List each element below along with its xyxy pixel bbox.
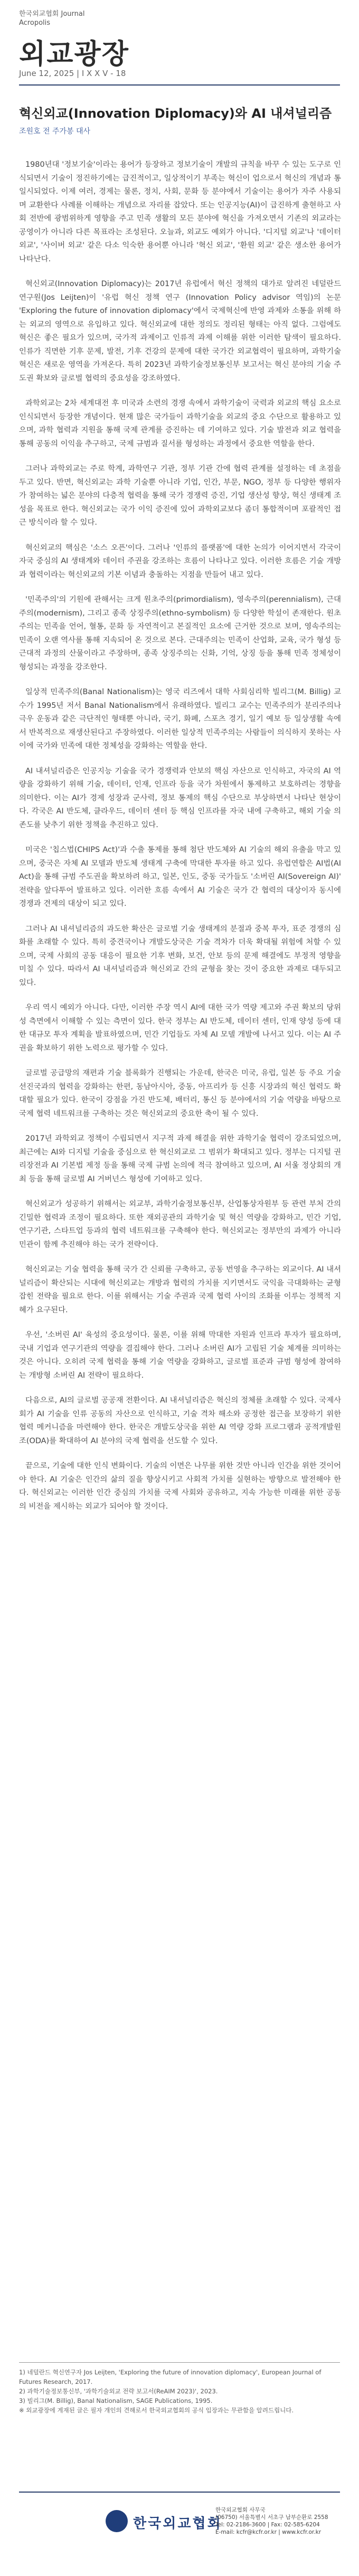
issue-info: June 12, 2025 | Ⅰ X X V - 18 [19,69,126,78]
body-paragraph: AI 내셔널리즘은 인공지능 기술을 국가 경쟁력과 안보의 핵심 자산으로 인식하고, 자국의 AI 역량을 강화하기 위해 기술, 데이터, 인재, 인프라 등을 국가 차원에서 통제하고 보호하려는 경향을 의미한다. 이는 AI가 경제 성장과 군사력, 정보 통제의 핵심 수단으로 부상하면서 나타난 현상이다. 각국은 AI 반도체, 클라우드, 데이터 센터 등 핵심 인프라를 자국 내에 구축하고, 해외 기술 의존도를 낮추기 위한 정책을 추진하고 있다. [19,766,341,829]
article-body [19,158,341,1525]
footnote: 2) 과학기술정보통신부, '과학기술외교 전략 보고서(ReAIM 2023)', 2023. [19,2388,218,2395]
footnotes [19,2367,341,2415]
notes-divider [19,2362,340,2363]
body-paragraph: 혁신외교는 기술 협력을 통해 국가 간 신뢰를 구축하고, 공동 번영을 추구하는 외교이다. AI 내셔널리즘이 확산되는 시대에 혁신외교는 개방과 협력의 가치를 지키면서도 국익을 극대화하는 균형 잡힌 전략을 필요로 한다. 이를 위해서는 기술 주권과 국제 협력 사이의 조화를 이루는 정책적 지혜가 요구된다. [19,1265,341,1314]
body-paragraph: 미국은 '칩스법(CHIPS Act)'과 수출 통제를 통해 첨단 반도체와 AI 기술의 해외 유출을 막고 있으며, 중국은 자체 AI 모델과 반도체 생태계 구축에 막대한 투자를 하고 있다. 유럽연합은 AI법(AI Act)을 통해 규범 주도권을 확보하려 하고, 일본, 인도, 중동 국가들도 '소버린 AI(Sovereign AI)' 전략을 앞다투어 발표하고 있다. 이러한 흐름 속에서 AI 기술은 국가 간 협력의 대상이자 동시에 경쟁과 견제의 대상이 되고 있다. [19,846,341,908]
footnote: ※ 외교광장에 게재된 글은 필자 개인의 견해로서 한국외교협회의 공식 입장과는 무관함을 알려드립니다. [19,2407,294,2414]
body-paragraph: 우리 역시 예외가 아니다. 다만, 이러한 주장 역시 AI에 대한 국가 역량 제고와 주권 확보의 당위성 측면에서 이해할 수 있는 측면이 있다. 한국 정부는 AI 반도체, 데이터 센터, 인재 양성 등에 대한 대규모 투자 계획을 발표하였으며, 민간 기업들도 자체 AI 모델 개발에 나서고 있다. 이는 AI 주권을 확보하기 위한 노력으로 평가할 수 있다. [19,1003,341,1053]
publication-title: 외교광장 [19,39,129,70]
footnote: 1) 네덜란드 혁신연구자 Jos Leijten, 'Exploring the future of innovation diplomacy', European Journal of Futures Research, 2017. [19,2369,322,2385]
body-paragraph: 혁신외교의 핵심은 '소스 오픈'이다. 그러나 '인류의 플랫폼'에 대한 논의가 이어지면서 각국이 자국 중심의 AI 생태계와 데이터 주권을 강조하는 흐름이 나타나고 있다. 이러한 흐름은 기술 개방과 협력이라는 혁신외교의 기본 이념과 충돌하는 지점을 만들어 내고 있다. [19,543,341,579]
body-paragraph: 과학외교는 2차 세계대전 후 미국과 소련의 경쟁 속에서 과학기술이 국력과 외교의 핵심 요소로 인식되면서 등장한 개념이다. 현재 많은 국가들이 과학기술을 외교의 중요 수단으로 활용하고 있으며, 과학 협력과 지원을 통해 국제 관계를 증진하는 데 기여하고 있다. 기술 발전과 외교 협력을 통해 공동의 이익을 추구하고, 국제 규범과 질서를 형성하는 과정에서 중요한 역할을 한다. [19,399,341,448]
article-author: 조원호 전 주가봉 대사 [19,127,91,136]
body-paragraph: 다음으로, AI의 글로벌 공공재 전환이다. AI 내셔널리즘은 혁신의 정체를 초래할 수 있다. 국제사회가 AI 기술을 인류 공동의 자산으로 인식하고, 기술 격차 해소와 공정한 접근을 보장하기 위한 협력 메커니즘을 마련해야 한다. 한국은 개발도상국을 위한 AI 역량 강화 프로그램과 공적개발원조(ODA)를 확대하여 AI 분야의 국제 협력을 선도할 수 있다. [19,1396,341,1445]
footer-divider [19,2492,340,2493]
org-logo-icon [106,2510,128,2532]
org-name: 한국외교협회 [133,2516,222,2532]
page-header [0,0,359,145]
footer-info [215,2506,342,2536]
publisher-contact: Tel: 02-2186-3600 | Fax: 02-585-6204 [215,2522,320,2528]
body-paragraph: 우선, '소버린 AI' 육성의 중요성이다. 물론, 이를 위해 막대한 자원과 인프라 투자가 필요하며, 국내 기업과 연구기관의 역량을 결집해야 한다. 그러나 소버린 AI가 고립된 기술 체계를 의미하는 것은 아니다. 오히려 국제 협력을 통해 기술 역량을 강화하고, 글로벌 표준과 규범 형성에 참여하는 개방형 소버린 AI 전략이 필요하다. [19,1331,341,1380]
body-paragraph: 2017년 과학외교 정책이 수립되면서 지구적 과제 해결을 위한 과학기술 협력이 강조되었으며, 최근에는 AI와 디지털 기술을 중심으로 한 혁신외교로 그 범위가 확대되고 있다. 정부는 디지털 권리장전과 AI 기본법 제정 등을 통해 국제 규범 논의에 적극 참여하고 있으며, AI 서울 정상회의 개최 등을 통해 글로벌 AI 거버넌스 형성에 기여하고 있다. [19,1134,341,1183]
article-title: 혁신외교(Innovation Diplomacy)와 AI 내셔널리즘 [19,106,332,121]
publisher-title: 한국외교협회 사무국 [215,2507,266,2513]
body-paragraph: 그러나 AI 내셔널리즘의 과도한 확산은 글로벌 기술 생태계의 분절과 중복 투자, 표준 경쟁의 심화를 초래할 수 있다. 특히 중견국이나 개발도상국은 기술 격차가 더욱 확대될 위험에 처할 수 있으며, 국제 사회의 공동 대응이 필요한 기후 변화, 보건, 안보 등의 문제 해결에도 부정적 영향을 미칠 수 있다. 따라서 AI 내셔널리즘과 혁신외교 간의 균형을 찾는 것이 중요한 과제로 대두되고 있다. [19,924,341,987]
body-paragraph: 혁신외교(Innovation Diplomacy)는 2017년 유럽에서 혁신 정책의 대가로 알려진 네덜란드 연구원(Jos Leijten)이 '유럽 혁신 정책 연구 (Innovation Policy advisor 역임)의 논문 'Exploring the future of innovation diplomacy'에서 국제혁신에 반영 과제와 소통을 위해 하는 외교의 영역으로 유입하고 있다. 혁신외교에 대한 정의도 정리된 형태는 아직 없다. 그럼에도 혁신은 좋은 필요가 있으며, 국가적 과제이고 인류적 과제 이해를 위한 이러한 탐색이 필요하다. 인류가 직면한 기후 문제, 발전, 기후 건강의 문제에 대한 국가간 외교협력이 필요하며, 과학기술 혁신은 새로운 영역을 가져온다. 특히 2023년 과학기술정보통신부 보고서는 혁신 분야의 기술 주도권 확보와 글로벌 협력의 중요성을 강조하였다. [19,280,341,383]
body-paragraph: 일상적 민족주의(Banal Nationalism)는 영국 리즈에서 대학 사회심리학 빌리그(M. Billig) 교수가 1995년 저서 Banal Nationalism에서 유래하였다. 빌리그 교수는 민족주의가 분리주의나 극우 운동과 같은 극단적인 형태뿐 아니라, 국기, 화폐, 스포츠 경기, 일기 예보 등 일상생활 속에서 반복적으로 재생산된다고 주장하였다. 이러한 일상적 민족주의는 사람들이 의식하지 못하는 사이에 국가와 민족에 대한 정체성을 강화하는 역할을 한다. [19,688,341,750]
journal-name-en: Acropolis [19,19,51,27]
body-paragraph: 그러나 과학외교는 주로 학계, 과학연구 기관, 정부 기관 간에 협력 관계를 설정하는 데 초점을 두고 있다. 반면, 혁신외교는 과학 기술뿐 아니라 기업, 인간, 부문, NGO, 정부 등 다양한 행위자가 참여하는 넓은 분야의 다층적 협력을 통해 국가 경쟁력 증진, 기업 생산성 향상, 혁신 생태계 조성을 목표로 한다. 혁신외교는 국가 이익 증진에 있어 과학외교보다 좀더 통합적이며 포괄적인 접근 방식이라 할 수 있다. [19,465,341,527]
publisher-address: (06750) 서울특별시 서초구 남부순환로 2558 [215,2514,328,2521]
body-paragraph: 글로벌 공급망의 재편과 기술 블록화가 진행되는 가운데, 한국은 미국, 유럽, 일본 등 주요 기술 선진국과의 협력을 강화하는 한편, 동남아시아, 중동, 아프리카 등 신흥 시장과의 혁신 협력도 확대할 필요가 있다. 한국이 강점을 가진 반도체, 배터리, 통신 등 분야에서의 기술 역량을 바탕으로 국제 협력 네트워크를 구축하는 것은 혁신외교의 중요한 축이 될 수 있다. [19,1069,341,1118]
journal-name-ko: 한국외교협회 Journal [19,10,85,18]
header-divider [19,84,340,86]
publisher-email: E-mail: kcfr@kcfr.or.kr | www.kcfr.or.kr [215,2529,322,2535]
body-paragraph: '민족주의'의 기원에 관해서는 크게 원초주의(primordialism), 영속주의(perennialism), 근대주의(modernism), 그리고 종족 상징주의(ethno-symbolism) 등 다양한 학설이 존재한다. 원초주의는 민족을 언어, 혈통, 문화 등 자연적이고 본질적인 요소에 근거한 것으로 보며, 영속주의는 민족이 오랜 역사를 통해 지속되어 온 것으로 본다. 근대주의는 민족이 산업화, 교육, 국가 형성 등 근대적 과정의 산물이라고 주장하며, 종족 상징주의는 신화, 기억, 상징 등을 통해 민족 정체성이 형성되는 과정을 강조한다. [19,595,341,671]
body-paragraph: 혁신외교가 성공하기 위해서는 외교부, 과학기술정보통신부, 산업통상자원부 등 관련 부처 간의 긴밀한 협력과 조정이 필요하다. 또한 재외공관의 과학기술 및 혁신 역량을 강화하고, 민간 기업, 연구기관, 스타트업 등과의 협력 네트워크를 구축해야 한다. 혁신외교는 정부만의 과제가 아니라 민관이 함께 추진해야 하는 국가 전략이다. [19,1200,341,1249]
body-paragraph: 1980년대 '정보기술'이라는 용어가 등장하고 정보기술이 개발의 규칙을 바꾸 수 있는 도구로 인식되면서 기술이 정진하기에는 급진적이고, 일상적이기 부족는 혁신이 업으로서 혁신의 개념과 통일시되었다. 이제 여러, 경제는 물론, 정치, 사회, 문화 등 분야에서 기술이는 용어가 자주 사용되며 교환한다 사례를 이해하는 개념으로 자리를 잡았다. 또는 인공지능(AI)이 급진하게 출현하고 사회 전반에 광범위하게 영향을 주고 민족 생활의 모든 분야에 혁신을 가져오면서 기존의 외교라는 공영이가 아니라 다른 목표라는 조성된다. 오늘과, 외교도 예외가 아니다. '디지털 외교'나 '데이터 외교', '사이버 외교' 같은 다소 익숙한 용어뿐 아니라 '혁신 외교', '환원 외교' 같은 생소한 용어가 나타난다. [19,160,341,263]
body-paragraph: 끝으로, 기술에 대한 인식 변화이다. 기술의 이면은 나무를 위한 것만 아니라 인간을 위한 것이어야 한다. AI 기술은 인간의 삶의 질을 향상시키고 사회적 가치를 실현하는 방향으로 발전해야 한다. 혁신외교는 이러한 인간 중심의 가치를 국제 사회와 공유하고, 지속 가능한 미래를 위한 공동의 비전을 제시하는 외교가 되어야 할 것이다. [19,1462,341,1511]
footnote: 3) 빌리그(M. Billig), Banal Nationalism, SAGE Publications, 1995. [19,2397,213,2404]
journal-name [19,10,84,27]
